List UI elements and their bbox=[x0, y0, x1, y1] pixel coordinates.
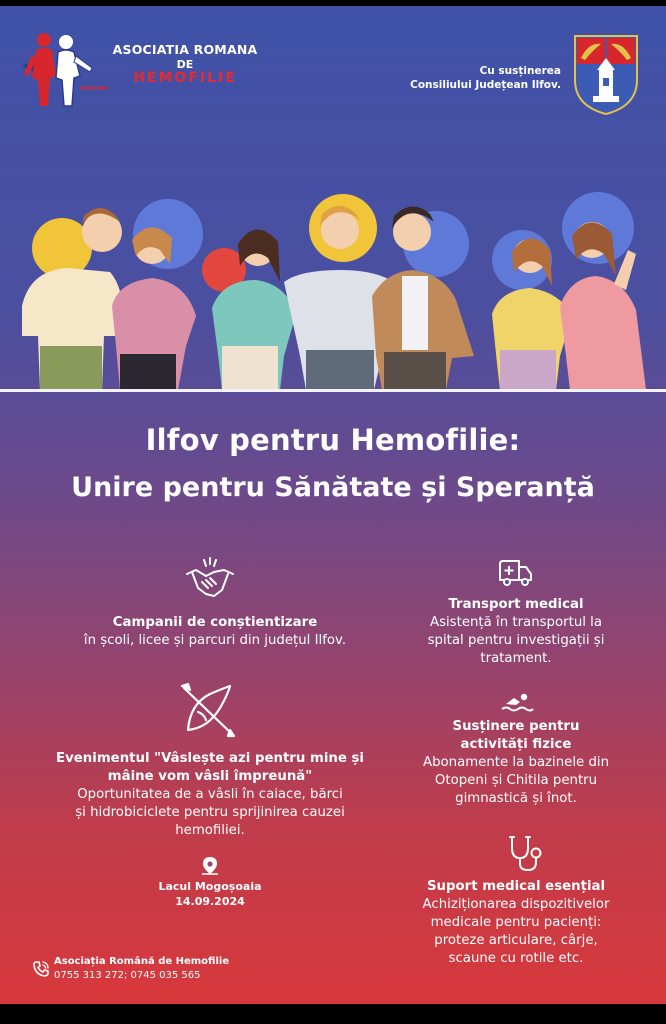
footer-org: Asociația Română de Hemofilie bbox=[54, 956, 230, 967]
handshake-icon bbox=[184, 554, 236, 602]
map-pin-icon bbox=[200, 856, 220, 876]
transport-heading: Transport medical bbox=[448, 597, 584, 612]
logo-figures-icon bbox=[18, 28, 110, 118]
awareness-desc: în școli, licee și parcuri din județul Ilfov. bbox=[83, 633, 347, 648]
divider bbox=[0, 389, 666, 392]
people-illustration bbox=[0, 186, 666, 390]
association-logo bbox=[18, 28, 258, 118]
support-note bbox=[410, 64, 561, 92]
feature-event bbox=[30, 750, 390, 840]
event-location: Lacul Mogoșoaia bbox=[158, 880, 262, 893]
kayak-icon bbox=[180, 682, 236, 738]
swimmer-icon bbox=[500, 692, 534, 714]
physical-desc-3: gimnastică și înot. bbox=[455, 791, 577, 806]
transport-desc-3: tratament. bbox=[480, 651, 552, 666]
medical-heading: Suport medical esențial bbox=[426, 879, 606, 894]
logo-line-2: DE bbox=[176, 58, 194, 71]
medical-desc-4: scaune cu rotile etc. bbox=[448, 951, 584, 966]
county-crest-icon bbox=[573, 34, 639, 116]
medical-desc-3: proteze articulare, cârje, bbox=[434, 933, 598, 948]
event-heading-1: Evenimentul "Vâslește azi pentru mine și bbox=[56, 751, 364, 766]
physical-desc-1: Abonamente la bazinele din bbox=[422, 755, 610, 770]
feature-awareness bbox=[70, 614, 360, 650]
poster bbox=[0, 6, 666, 1004]
physical-heading-1: Susținere pentru bbox=[452, 719, 580, 734]
event-desc-2: și hidrobiciclete pentru sprijinirea cauzei bbox=[75, 805, 345, 820]
main-title: Ilfov pentru Hemofilie: bbox=[145, 423, 521, 457]
phone-icon bbox=[32, 960, 50, 978]
support-line-1: Cu susținerea bbox=[479, 65, 561, 77]
support-line-2: Consiliului Județean Ilfov. bbox=[410, 79, 561, 91]
medical-desc-1: Achiziționarea dispozitivelor bbox=[422, 897, 610, 912]
feature-medical bbox=[404, 878, 628, 968]
event-heading-2: mâine vom vâsli împreună" bbox=[107, 769, 313, 784]
physical-desc-2: Otopeni și Chitila pentru bbox=[434, 773, 598, 788]
logo-line-1: ASOCIATIA ROMANA bbox=[112, 42, 258, 57]
event-desc-3: hemofiliei. bbox=[175, 823, 245, 838]
subtitle: Unire pentru Sănătate și Speranță bbox=[71, 472, 595, 503]
transport-desc-1: Asistență în transportul la bbox=[429, 615, 603, 630]
feature-physical bbox=[404, 718, 628, 808]
medical-desc-2: medicale pentru pacienți: bbox=[430, 915, 602, 930]
feature-transport bbox=[404, 596, 628, 668]
event-desc-1: Oportunitatea de a vâsli în caiace, bărci bbox=[77, 787, 343, 802]
awareness-heading: Campanii de conștientizare bbox=[112, 615, 318, 630]
physical-heading-2: activități fizice bbox=[460, 737, 572, 752]
footer-phones: 0755 313 272; 0745 035 565 bbox=[54, 970, 201, 981]
transport-desc-2: spital pentru investigații și bbox=[427, 633, 605, 648]
ambulance-icon bbox=[497, 558, 533, 588]
stethoscope-icon bbox=[506, 834, 546, 874]
event-date: 14.09.2024 bbox=[175, 895, 245, 908]
logo-line-3: HEMOFILIE bbox=[133, 70, 237, 86]
